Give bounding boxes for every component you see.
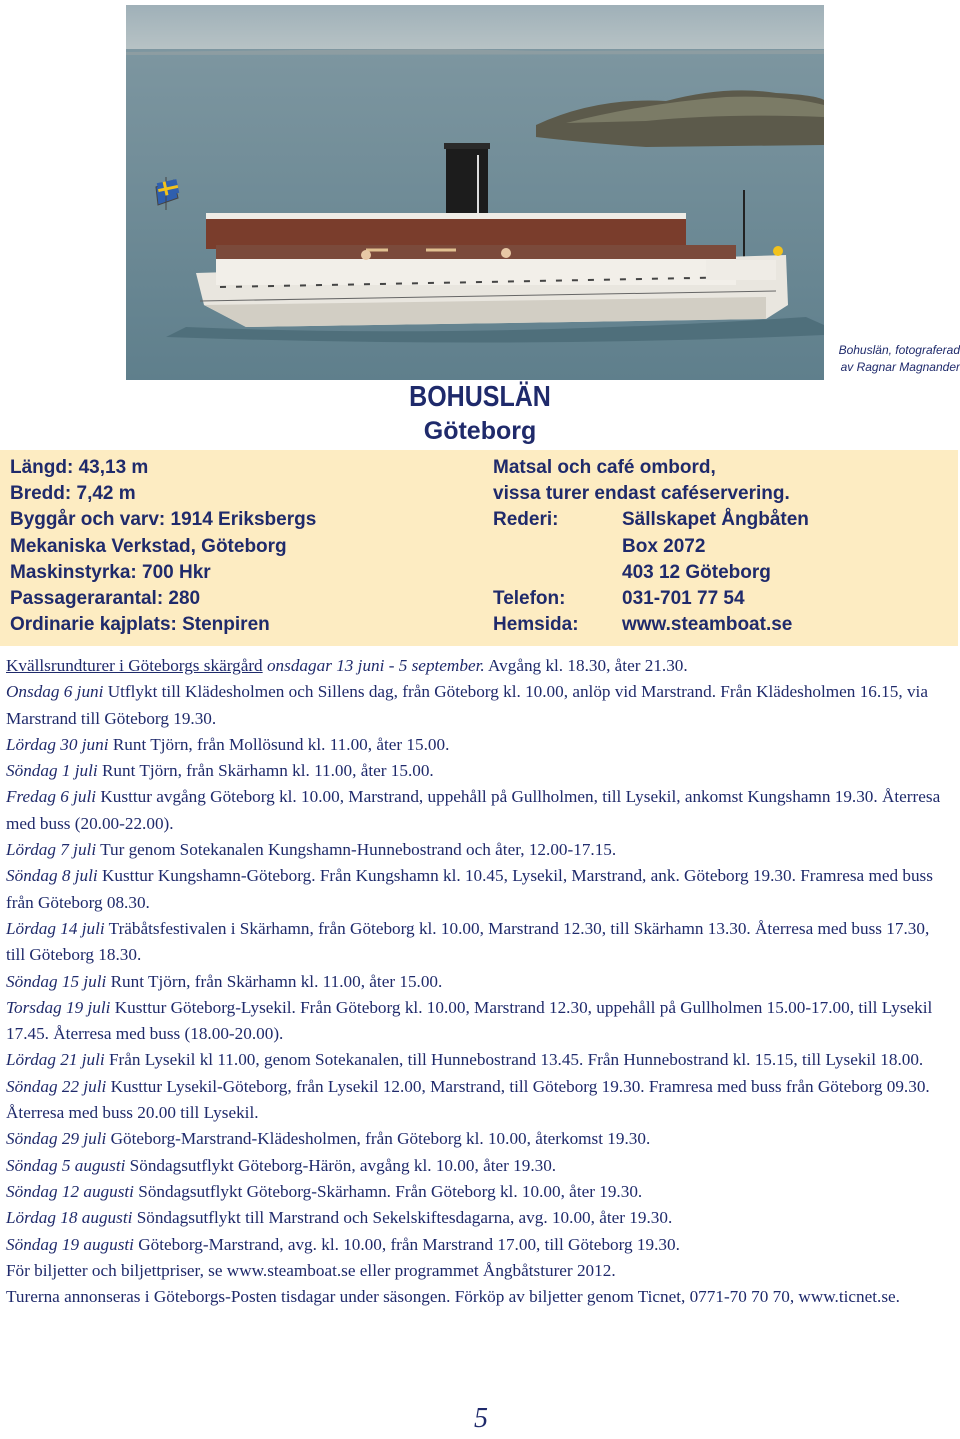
schedule-date: Söndag 19 augusti [6, 1234, 134, 1254]
spec-berth: Ordinarie kajplats: Stenpiren [10, 614, 270, 635]
hemsida-link[interactable]: www.steamboat.se [622, 614, 793, 635]
schedule-date: Söndag 12 augusti [6, 1181, 134, 1201]
schedule-entry [6, 758, 951, 784]
schedule-date: Lördag 18 augusti [6, 1208, 133, 1228]
schedule-text: Söndagsutflykt Göteborg-Skärhamn. Från Göteborg kl. 10.00, åter 19.30. [133, 1181, 643, 1201]
rederi-value: Sällskapet Ångbåten [622, 509, 809, 530]
schedule-date: Torsdag 19 juli [6, 997, 111, 1017]
tickets-text: För biljetter och biljettpriser, se www.steamboat.se eller programmet Ångbåtsturer 2012. [6, 1260, 616, 1280]
hemsida-label: Hemsida: [493, 614, 579, 635]
tickets-note [6, 1258, 951, 1284]
schedule-date: Onsdag 6 juni [6, 682, 104, 702]
schedule-date: Söndag 29 juli [6, 1129, 107, 1149]
schedule-date: Söndag 22 juli [6, 1076, 107, 1096]
telefon-value: 031-701 77 54 [622, 588, 745, 609]
rederi-postal: 403 12 Göteborg [622, 562, 771, 583]
schedule-text: Tur genom Sotekanalen Kungshamn-Hunnebostrand och åter, 12.00-17.15. [96, 840, 617, 860]
schedule-text: Runt Tjörn, från Skärhamn kl. 11.00, åter 15.00. [97, 761, 434, 781]
schedule-date: Lördag 7 juli [6, 840, 97, 860]
schedule-text [6, 653, 951, 1310]
schedule-entry [6, 837, 951, 863]
spec-engine: Maskinstyrka: 700 Hkr [10, 562, 211, 583]
schedule-text: Kusttur avgång Göteborg kl. 10.00, Marstrand, uppehåll på Gullholmen, till Lysekil, ankomst Kungshamn 19.30. Återresa med buss (20.00-22.00). [6, 787, 941, 833]
schedule-entry [6, 732, 951, 758]
schedule-entry [6, 916, 951, 969]
schedule-text: Runt Tjörn, från Skärhamn kl. 11.00, åter 15.00. [106, 971, 443, 991]
cafe-info: vissa turer endast caféservering. [493, 483, 790, 504]
schedule-entry [6, 1179, 951, 1205]
schedule-text: Kusttur Lysekil-Göteborg, från Lysekil 12.00, Marstrand, till Göteborg 19.30. Framresa med buss från Göteborg 09.30. Återresa med buss 20.00 till Lysekil. [6, 1076, 930, 1123]
schedule-text: Avgång kl. 18.30, åter 21.30. [484, 656, 688, 675]
vessel-name: BOHUSLÄN [409, 380, 551, 414]
telefon-label: Telefon: [493, 588, 566, 609]
steamboat-photo [126, 5, 824, 380]
schedule-entry [6, 1126, 951, 1152]
vessel-city: Göteborg [423, 417, 537, 445]
advertising-note [6, 1284, 951, 1310]
schedule-date: Söndag 5 augusti [6, 1155, 126, 1175]
schedule-entry [6, 784, 951, 837]
schedule-text: Göteborg-Marstrand-Klädesholmen, från Göteborg kl. 10.00, återkomst 19.30. [106, 1129, 651, 1149]
rederi-box: Box 2072 [622, 536, 706, 557]
photo-credit-line1: Bohuslän, fotograferad [838, 343, 960, 357]
schedule-entry [6, 1232, 951, 1258]
spec-built: Byggår och varv: 1914 Eriksbergs [10, 509, 317, 530]
schedule-text: Utflykt till Klädesholmen och Sillens dag, från Göteborg kl. 10.00, anlöp vid Marstrand. Från Klädesholmen 16.15, via Marstrand till Göteborg 19.30. [6, 682, 928, 728]
advertising-text: Turerna annonseras i Göteborgs-Posten tisdagar under säsongen. Förköp av biljetter genom Ticnet, 0771-70 70 70, www.ticnet.se. [6, 1287, 900, 1307]
spec-width: Bredd: 7,42 m [10, 483, 136, 504]
dining-info: Matsal och café ombord, [493, 457, 716, 478]
photo-credit [826, 342, 960, 376]
schedule-entry [6, 1205, 951, 1231]
schedule-entry [6, 995, 951, 1048]
vessel-title [380, 380, 580, 448]
schedule-text: Från Lysekil kl 11.00, genom Sotekanalen, till Hunnebostrand 13.45. Från Hunnebostrand kl. 15.15, till Lysekil 18.00. [104, 1050, 924, 1070]
schedule-entry [6, 1047, 951, 1073]
rederi-label: Rederi: [493, 509, 559, 530]
spec-yard: Mekaniska Verkstad, Göteborg [10, 536, 287, 557]
spec-passengers: Passagerarantal: 280 [10, 588, 201, 609]
photo-credit-line2: av Ragnar Magnander [840, 360, 960, 374]
schedule-entry [6, 1074, 951, 1127]
schedule-entry [6, 1153, 951, 1179]
spec-length: Längd: 43,13 m [10, 457, 149, 478]
schedule-date: Söndag 8 juli [6, 866, 98, 886]
schedule-date: Söndag 1 juli [6, 761, 98, 781]
schedule-entry [6, 863, 951, 916]
schedule-text: Kusttur Kungshamn-Göteborg. Från Kungshamn kl. 10.45, Lysekil, Marstrand, ank. Göteborg 19.30. Framresa med buss från Göteborg 08.30. [6, 866, 933, 912]
schedule-entry [6, 679, 951, 732]
schedule-date: Lördag 30 juni [6, 734, 109, 754]
schedule-heading: Kvällsrundturer i Göteborgs skärgård [6, 656, 263, 675]
schedule-entry [6, 969, 951, 995]
schedule-text: Kusttur Göteborg-Lysekil. Från Göteborg kl. 10.00, Marstrand 12.30, uppehåll på Gullholmen 15.00-17.00, till Lysekil 17.45. Återresa med buss (18.00-20.00). [6, 997, 933, 1044]
schedule-entry [6, 653, 951, 679]
schedule-date: Fredag 6 juli [6, 787, 97, 807]
page-number: 5 [474, 1403, 488, 1434]
schedule-text: Göteborg-Marstrand, avg. kl. 10.00, från Marstrand 17.00, till Göteborg 19.30. [133, 1234, 680, 1254]
schedule-date: onsdagar 13 juni - 5 september. [262, 656, 485, 675]
schedule-date: Lördag 21 juli [6, 1050, 105, 1070]
schedule-text: Runt Tjörn, från Mollösund kl. 11.00, åter 15.00. [108, 734, 450, 754]
schedule-text: Träbåtsfestivalen i Skärhamn, från Göteborg kl. 10.00, Marstrand 12.30, till Skärhamn 13.30. Återresa med buss 17.30, till Göteborg 18.30. [6, 918, 930, 965]
schedule-text: Söndagsutflykt Göteborg-Härön, avgång kl. 10.00, åter 19.30. [125, 1155, 557, 1175]
schedule-text: Söndagsutflykt till Marstrand och Sekelskiftesdagarna, avg. 10.00, åter 19.30. [132, 1208, 673, 1228]
schedule-date: Lördag 14 juli [6, 918, 105, 938]
schedule-date: Söndag 15 juli [6, 971, 107, 991]
